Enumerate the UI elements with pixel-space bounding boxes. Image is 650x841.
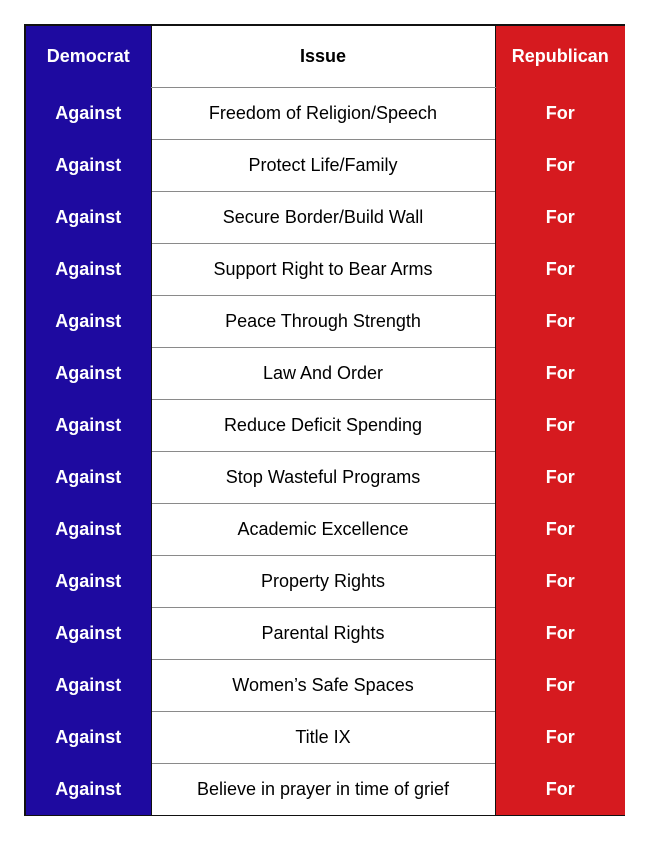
- table-body: [26, 87, 625, 815]
- table-row: [26, 763, 625, 815]
- democrat-column-header: Democrat: [26, 26, 151, 87]
- democrat-position-cell: Against: [26, 399, 151, 451]
- table-row: [26, 139, 625, 191]
- table-row: [26, 399, 625, 451]
- issue-cell: Women’s Safe Spaces: [151, 659, 495, 711]
- table-row: [26, 191, 625, 243]
- democrat-position-cell: Against: [26, 659, 151, 711]
- issue-cell: Reduce Deficit Spending: [151, 399, 495, 451]
- table-row: [26, 659, 625, 711]
- issue-cell: Protect Life/Family: [151, 139, 495, 191]
- issues-comparison-table: [26, 26, 625, 815]
- table-row: [26, 243, 625, 295]
- table-row: [26, 555, 625, 607]
- table-row: [26, 87, 625, 139]
- issue-cell: Law And Order: [151, 347, 495, 399]
- table-header-row: [26, 26, 625, 87]
- issue-cell: Believe in prayer in time of grief: [151, 763, 495, 815]
- table-row: [26, 295, 625, 347]
- republican-position-cell: For: [495, 711, 625, 763]
- democrat-position-cell: Against: [26, 503, 151, 555]
- republican-column-header: Republican: [495, 26, 625, 87]
- republican-position-cell: For: [495, 191, 625, 243]
- republican-position-cell: For: [495, 451, 625, 503]
- democrat-position-cell: Against: [26, 295, 151, 347]
- republican-position-cell: For: [495, 555, 625, 607]
- issue-cell: Parental Rights: [151, 607, 495, 659]
- republican-position-cell: For: [495, 763, 625, 815]
- issue-column-header: Issue: [151, 26, 495, 87]
- issue-cell: Stop Wasteful Programs: [151, 451, 495, 503]
- republican-position-cell: For: [495, 347, 625, 399]
- issue-cell: Academic Excellence: [151, 503, 495, 555]
- democrat-position-cell: Against: [26, 347, 151, 399]
- table-row: [26, 451, 625, 503]
- republican-position-cell: For: [495, 399, 625, 451]
- republican-position-cell: For: [495, 295, 625, 347]
- democrat-position-cell: Against: [26, 243, 151, 295]
- republican-position-cell: For: [495, 139, 625, 191]
- issue-cell: Support Right to Bear Arms: [151, 243, 495, 295]
- table-row: [26, 347, 625, 399]
- issue-cell: Freedom of Religion/Speech: [151, 87, 495, 139]
- democrat-position-cell: Against: [26, 763, 151, 815]
- republican-position-cell: For: [495, 607, 625, 659]
- republican-position-cell: For: [495, 659, 625, 711]
- table-row: [26, 607, 625, 659]
- republican-position-cell: For: [495, 87, 625, 139]
- comparison-table-sheet: [24, 24, 625, 816]
- republican-position-cell: For: [495, 503, 625, 555]
- table-row: [26, 711, 625, 763]
- democrat-position-cell: Against: [26, 191, 151, 243]
- issue-cell: Title IX: [151, 711, 495, 763]
- democrat-position-cell: Against: [26, 451, 151, 503]
- issue-cell: Peace Through Strength: [151, 295, 495, 347]
- democrat-position-cell: Against: [26, 711, 151, 763]
- democrat-position-cell: Against: [26, 555, 151, 607]
- democrat-position-cell: Against: [26, 139, 151, 191]
- democrat-position-cell: Against: [26, 87, 151, 139]
- democrat-position-cell: Against: [26, 607, 151, 659]
- table-row: [26, 503, 625, 555]
- issue-cell: Secure Border/Build Wall: [151, 191, 495, 243]
- issue-cell: Property Rights: [151, 555, 495, 607]
- republican-position-cell: For: [495, 243, 625, 295]
